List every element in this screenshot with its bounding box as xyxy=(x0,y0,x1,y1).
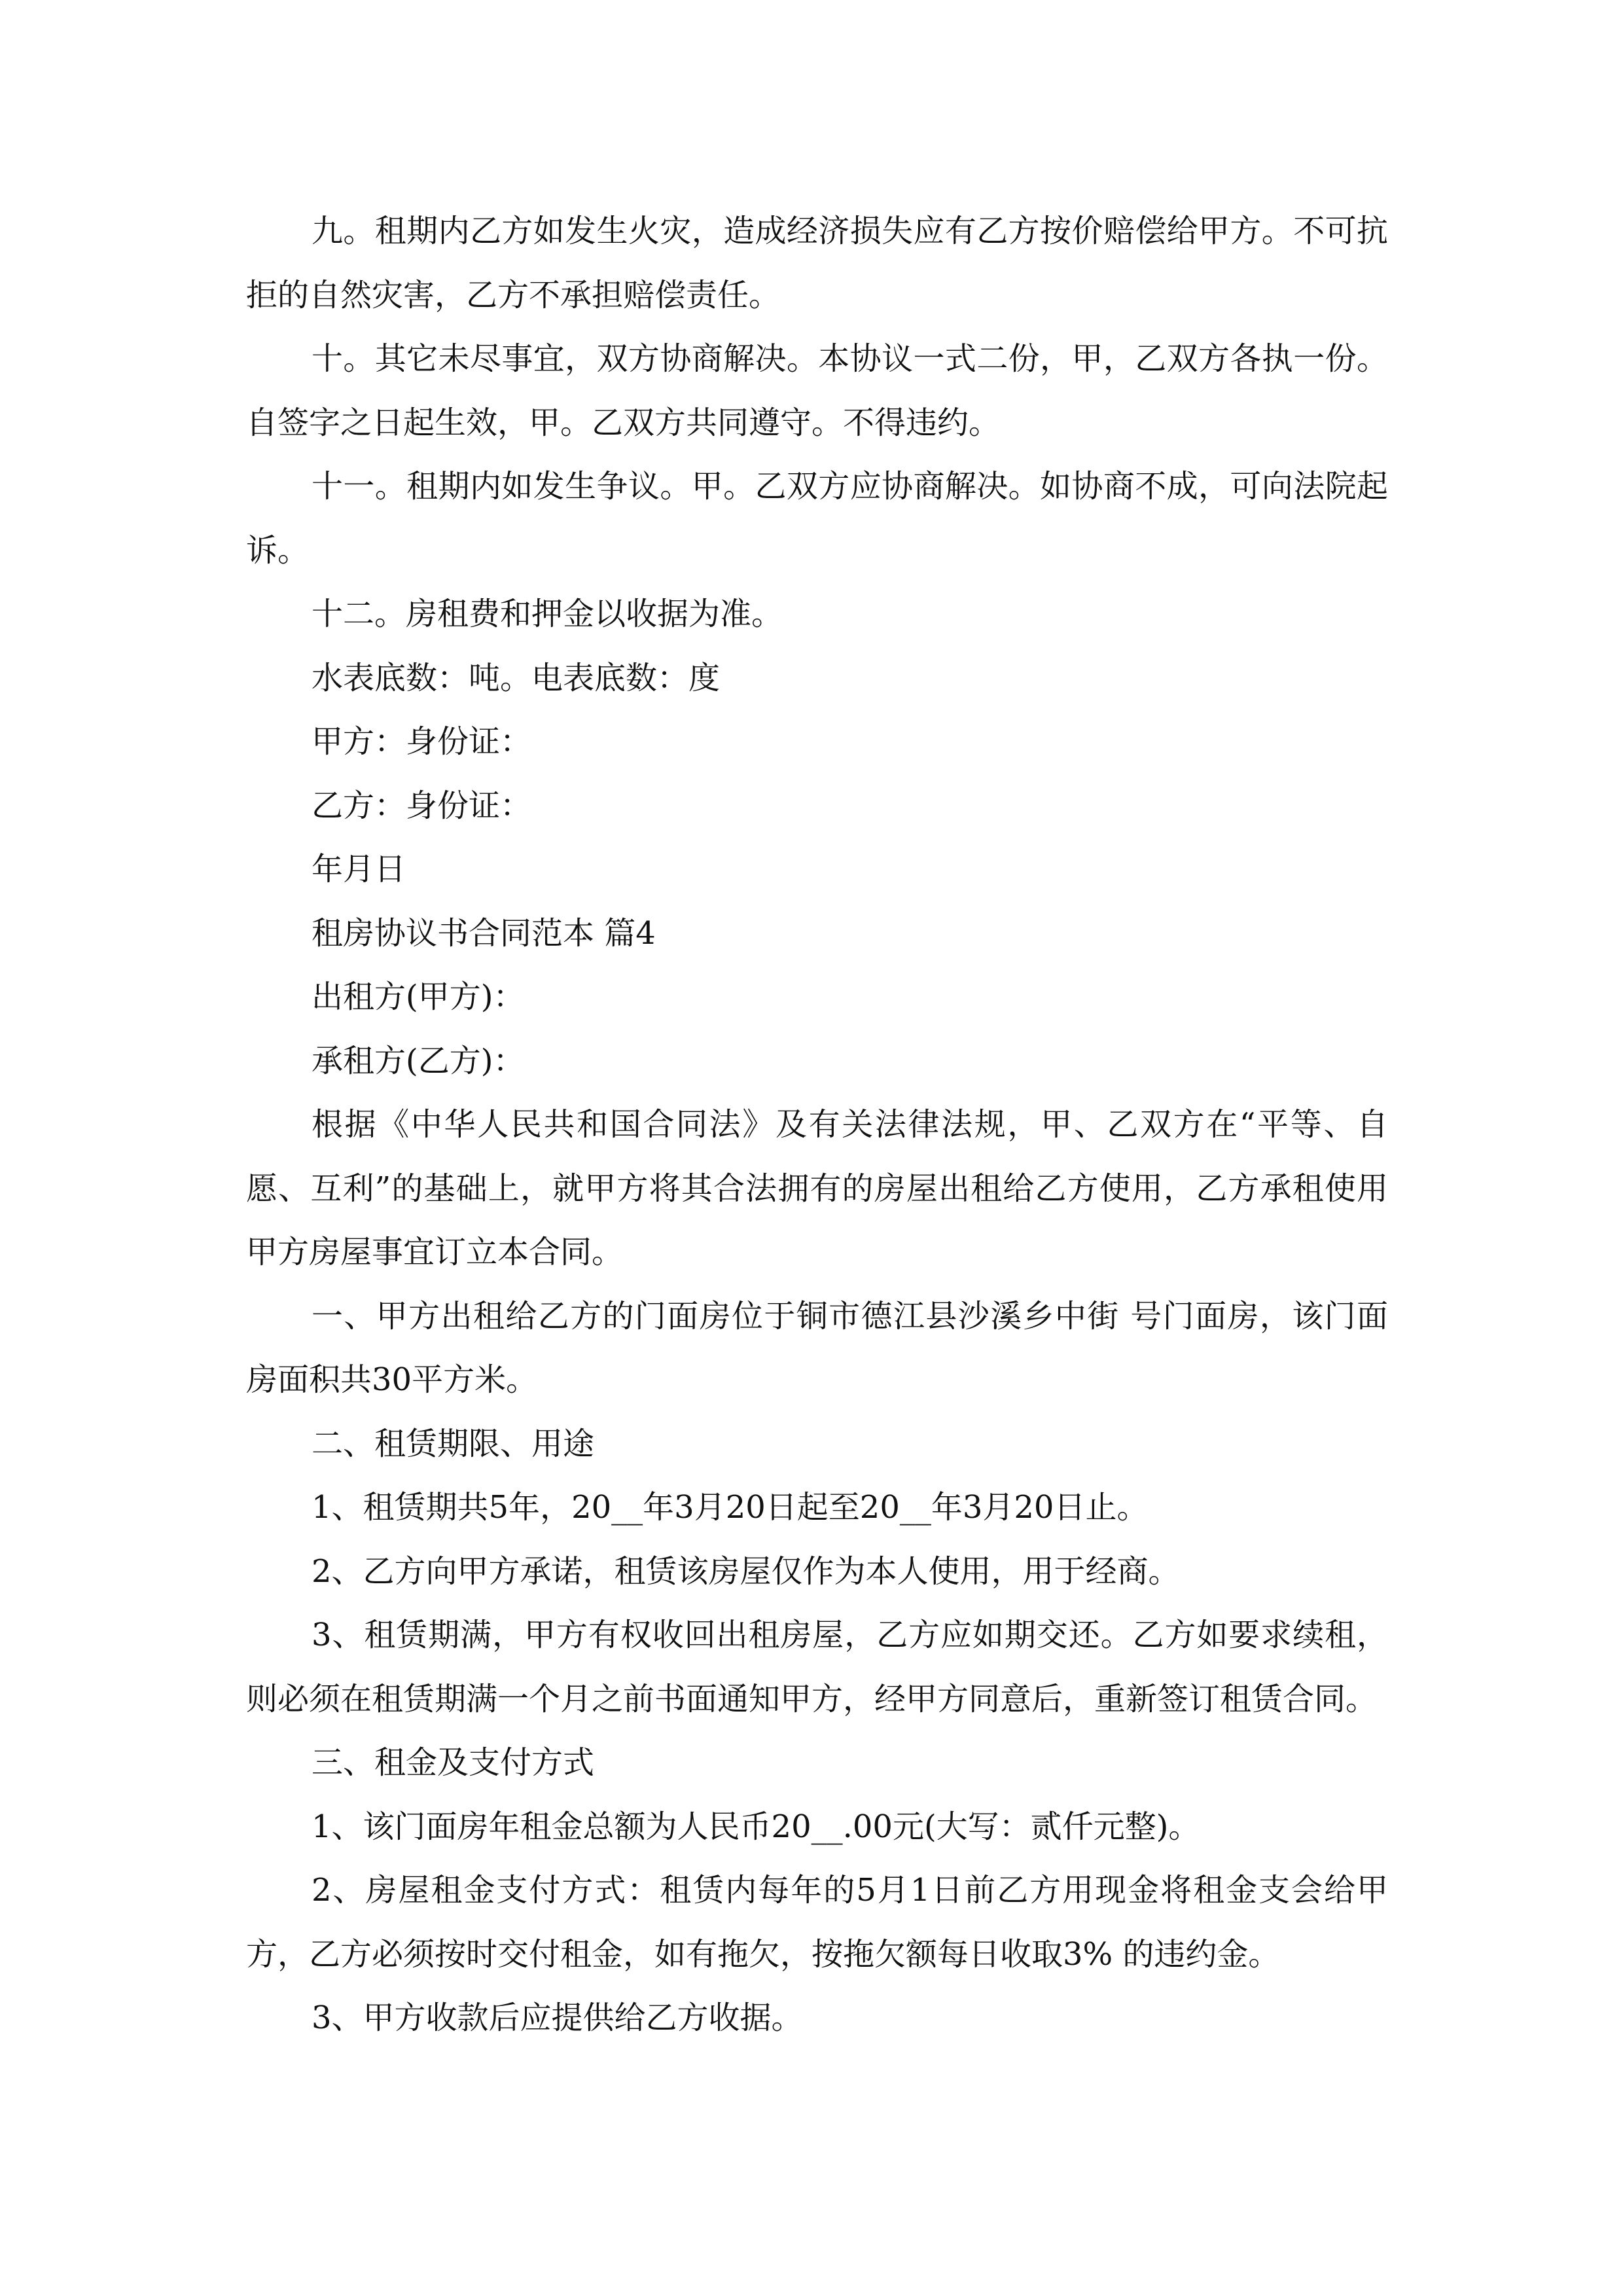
section-title: 租房协议书合同范本 篇4 xyxy=(312,914,656,952)
date-line: 年月日 xyxy=(312,851,406,888)
clause-paragraph: 十一。租期内如发生争议。甲。乙双方应协商解决。如协商不成，可向法院起诉。 xyxy=(246,468,1388,569)
clause-paragraph: 3、租赁期满，甲方有权收回出租房屋，乙方应如期交还。乙方如要求续租，则必须在租赁期满一个月之前书面通知甲方，经甲方同意后，重新签订租赁合同。 xyxy=(246,1617,1388,1717)
document-body xyxy=(246,200,1388,2051)
party-a-signature-line: 甲方：身份证： xyxy=(312,723,532,760)
clause-paragraph: 十二。房租费和押金以收据为准。 xyxy=(312,596,783,632)
clause-paragraph: 1、该门面房年租金总额为人民币20__.00元(大写：贰仟元整)。 xyxy=(312,1808,1200,1845)
clause-paragraph: 一、甲方出租给乙方的门面房位于铜市德江县沙溪乡中街 号门面房，该门面房面积共30平方米。 xyxy=(246,1297,1388,1398)
clause-paragraph: 3、甲方收款后应提供给乙方收据。 xyxy=(312,2000,803,2036)
clause-heading: 二、租赁期限、用途 xyxy=(312,1425,595,1462)
clause-paragraph: 2、乙方向甲方承诺，租赁该房屋仅作为本人使用，用于经商。 xyxy=(312,1552,1180,1590)
clause-heading: 三、租金及支付方式 xyxy=(312,1744,595,1781)
meter-reading-line: 水表底数：吨。电表底数：度 xyxy=(312,659,721,696)
party-b-signature-line: 乙方：身份证： xyxy=(312,787,532,824)
clause-paragraph: 九。租期内乙方如发生火灾，造成经济损失应有乙方按价赔偿给甲方。不可抗拒的自然灾害，乙方不承担赔偿责任。 xyxy=(246,213,1388,314)
preamble-paragraph: 根据《中华人民共和国合同法》及有关法律法规，甲、乙双方在“平等、自愿、互利”的基础上，就甲方将其合法拥有的房屋出租给乙方使用，乙方承租使用甲方房屋事宜订立本合同。 xyxy=(246,1106,1388,1270)
clause-paragraph: 1、租赁期共5年，20__年3月20日起至20__年3月20日止。 xyxy=(312,1489,1149,1526)
clause-paragraph: 十。其它未尽事宜，双方协商解决。本协议一式二份，甲，乙双方各执一份。自签字之日起生效，甲。乙双方共同遵守。不得违约。 xyxy=(246,340,1388,441)
lessee-line: 承租方(乙方)： xyxy=(312,1042,525,1079)
lessor-line: 出租方(甲方)： xyxy=(312,978,525,1015)
clause-paragraph: 2、房屋租金支付方式：租赁内每年的5月1日前乙方用现金将租金支会给甲方，乙方必须按时交付租金，如有拖欠，按拖欠额每日收取3% 的违约金。 xyxy=(246,1872,1388,1973)
